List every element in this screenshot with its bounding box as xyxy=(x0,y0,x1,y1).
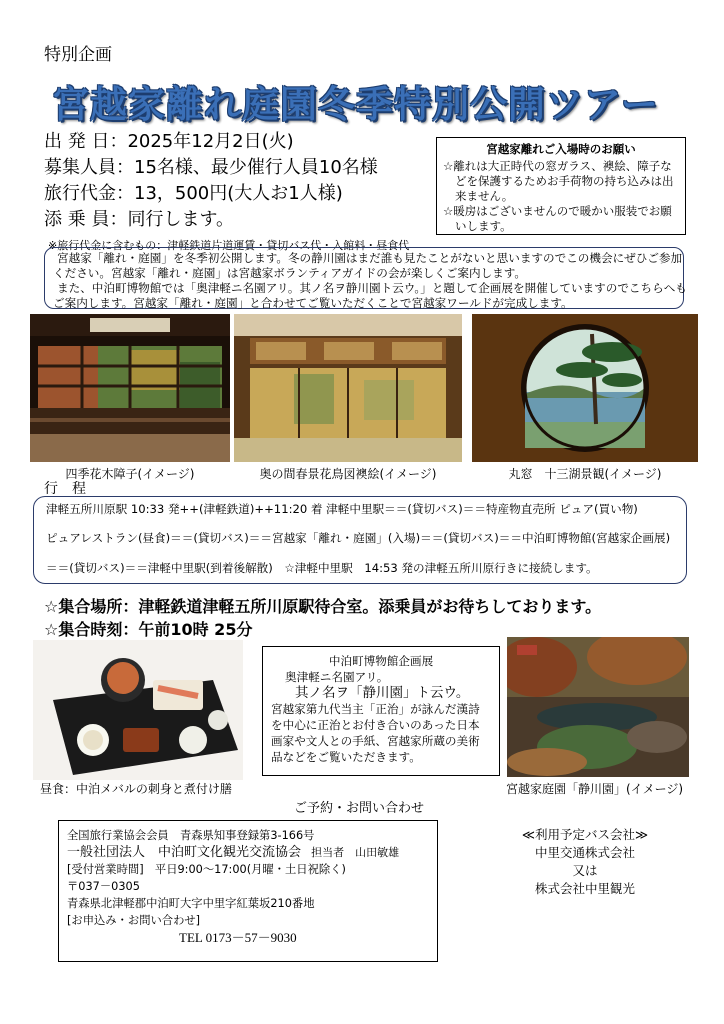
garden-photo xyxy=(507,637,689,777)
itinerary-line: 津軽五所川原駅 10:33 発++(津軽鉄道)++11:20 着 津軽中里駅＝＝(貸切バス)＝＝特産物直売所 ピュア(買い物) xyxy=(46,502,638,516)
lunch-caption: 昼食：中泊メバルの刺身と煮付け膳 xyxy=(40,782,232,796)
bus-or: 又は xyxy=(572,863,598,878)
intro-line: ください。宮越家「離れ・庭園」は宮越家ボランティアガイドの会が楽しくご案内します。 xyxy=(53,266,527,280)
contact-box xyxy=(58,820,438,962)
itinerary-line: ピュアレストラン(昼食)＝＝(貸切バス)＝＝宮越家「離れ・庭園」(入場)＝＝(貸切バス)＝＝中泊町博物館(宮越家企画展) xyxy=(46,531,671,545)
notice-item: ☆暖房はございませんので暖かい服装でお願いします。 xyxy=(443,204,672,233)
museum-heading: 中泊町博物館企画展 xyxy=(328,654,434,668)
association: 全国旅行業協会会員 青森県知事登録第3-166号 xyxy=(67,829,315,842)
photo-caption: 奥の間春景花鳥図襖絵(イメージ) xyxy=(259,467,437,481)
fusuma-photo xyxy=(234,314,462,462)
shoji-photo xyxy=(30,314,230,462)
price: 旅行代金：13，500円(大人お1人様) xyxy=(44,183,343,204)
itinerary-label: 行 程 xyxy=(44,481,86,497)
capacity: 募集人員：15名様、最少催行人員10名様 xyxy=(44,157,378,178)
bus-company: 中里交通株式会社 xyxy=(534,845,635,860)
intro-box xyxy=(44,247,687,310)
organization: 一般社団法人 中泊町文化観光交流協会 xyxy=(67,845,302,860)
header-tag: 特別企画 xyxy=(44,45,112,65)
museum-box xyxy=(262,646,500,776)
person-in-charge: 担当者 山田敏雄 xyxy=(311,846,400,859)
intro-line: ご案内します。宮越家「離れ・庭園」と合わせてご覧いただくことで宮越家ワールドが完成します。 xyxy=(53,296,573,310)
museum-body: 宮越家第九代当主「正治」が詠んだ漢詩を中心に正治とお付き合いのあった日本画家や文人との手紙、宮越家所蔵の美術品などをご覧いただきます。 xyxy=(271,702,480,764)
inquiry-label: [お申込み・お問い合わせ] xyxy=(67,914,201,927)
price-note: ※旅行代金に含むもの：津軽鉄道片道運賃・貸切バス代・入館料・昼食代 xyxy=(48,239,410,252)
bus-company-box xyxy=(500,826,670,898)
itinerary-line: ＝＝(貸切バス)＝＝津軽中里駅(到着後解散) ☆津軽中里駅 14:53 発の津軽五所川原行きに接続します。 xyxy=(46,561,598,575)
phone-number: TEL 0173－57－9030 xyxy=(179,930,297,945)
itinerary-box xyxy=(33,496,687,584)
departure-date: 出 発 日：2025年12月2日(火) xyxy=(44,131,294,152)
round-window-photo xyxy=(472,314,698,462)
lunch-photo xyxy=(33,640,243,780)
intro-line: 宮越家「離れ・庭園」を冬季初公開します。冬の静川園はまだ誰も見たことがないと思いますのでこの機会にぜひご参加 xyxy=(57,251,683,265)
business-hours: [受付営業時間] 平日9:00～17:00(月曜・土日祝除く) xyxy=(67,863,346,876)
intro-line: また、中泊町博物館では「奥津軽ニ名園アリ。其ノ名ヲ静川園ト云ウ。」と題して企画展を開催していますのでこちらへも xyxy=(57,281,687,295)
museum-line: 其ノ名ヲ「静川園」ト云ウ。 xyxy=(295,685,470,701)
garden-caption: 宮越家庭園「静川園」(イメージ) xyxy=(506,782,684,796)
photo-caption: 四季花木障子(イメージ) xyxy=(65,467,195,481)
bus-company: 株式会社中里観光 xyxy=(534,881,635,896)
notice-heading: 宮越家離れご入場時のお願い xyxy=(486,142,636,156)
postal-code: 〒037－0305 xyxy=(67,880,140,893)
contact-heading: ご予約・お問い合わせ xyxy=(294,801,425,816)
photo-caption: 丸窓 十三湖景観(イメージ) xyxy=(508,467,662,481)
meeting-time: ☆集合時刻：午前10時 25分 xyxy=(44,620,253,639)
notice-item: ☆離れは大正時代の窓ガラス、襖絵、障子などを保護するためお手荷物の持ち込みは出来ません。 xyxy=(443,159,674,203)
bus-label: ≪利用予定バス会社≫ xyxy=(521,827,649,842)
notice-box xyxy=(436,137,686,235)
museum-line: 奥津軽ニ名園アリ。 xyxy=(285,670,389,684)
meeting-place: ☆集合場所：津軽鉄道津軽五所川原駅待合室。添乗員がお待ちしております。 xyxy=(44,597,602,616)
address: 青森県北津軽郡中泊町大字中里字紅葉坂210番地 xyxy=(67,897,315,910)
page-title: 宮越家離れ庭園冬季特別公開ツアー xyxy=(52,83,659,126)
escort: 添 乗 員：同行します。 xyxy=(44,209,235,230)
